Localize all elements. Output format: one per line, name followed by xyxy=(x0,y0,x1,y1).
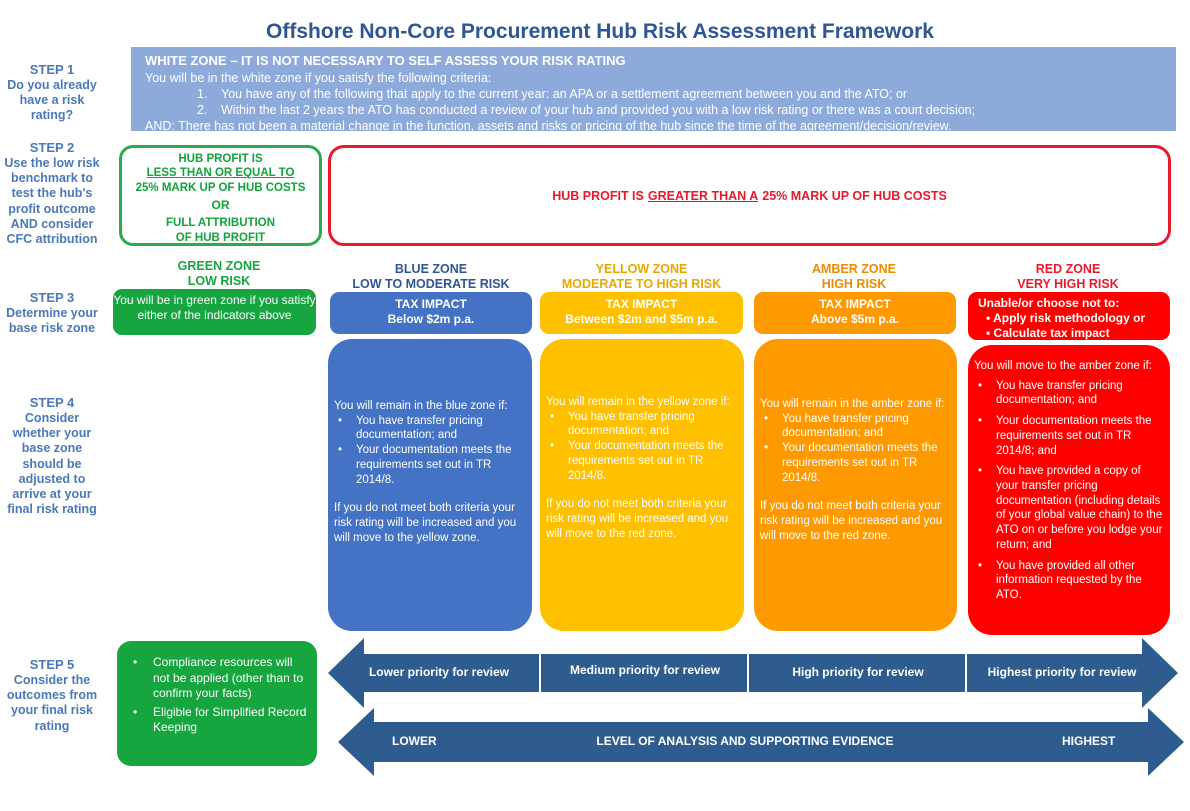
step-4-label xyxy=(0,395,104,518)
benchmark-line: OF HUB PROFIT xyxy=(175,231,266,244)
outcome-item: • Compliance resources will not be applied (other than to confirm your facts) xyxy=(129,655,309,702)
zone-heading-yellow xyxy=(540,262,743,292)
amber-tax-impact-pill xyxy=(754,292,956,334)
amber-zone-card xyxy=(754,339,957,631)
zone-name: BLUE ZONE xyxy=(394,262,468,276)
blue-zone-card xyxy=(328,339,532,631)
zone-heading-green xyxy=(119,259,319,289)
criterion-text: You have any of the following that apply to the current year: an APA or a settlement agreement between you and the ATO; or xyxy=(221,86,908,101)
step-number: STEP 1 xyxy=(29,62,75,77)
priority-label-lower: Lower priority for review xyxy=(368,665,510,679)
card-criterion: • You have transfer pricing documentation; and xyxy=(546,410,738,439)
criterion-number: 1. xyxy=(197,86,208,101)
card-outro: If you do not meet both criteria your risk rating will be increased and you will move to the red zone. xyxy=(760,500,943,542)
step-3-label xyxy=(0,290,104,336)
tax-impact-label: TAX IMPACT xyxy=(395,297,467,311)
priority-label-medium: Medium priority for review xyxy=(569,663,721,677)
zone-risk: MODERATE TO HIGH RISK xyxy=(561,277,722,291)
card-criterion: • You have transfer pricing documentation; and xyxy=(974,379,1164,408)
white-zone-and-text: AND: There has not been a material change in the function, assets and risks or pricing of the hub since the time of the agreement/decision/review. xyxy=(145,118,952,133)
analysis-label-middle: LEVEL OF ANALYSIS AND SUPPORTING EVIDENCE xyxy=(596,734,894,748)
tax-impact-value: Below $2m p.a. xyxy=(387,312,475,326)
white-zone-intro: You will be in the white zone if you satisfy the following criteria: xyxy=(145,70,492,85)
card-criterion: • Your documentation meets the requirements set out in TR 2014/8; and xyxy=(974,414,1164,458)
step-2-label xyxy=(0,140,104,247)
card-criterion: • Your documentation meets the requirements set out in TR 2014/8. xyxy=(334,443,526,487)
zone-risk: VERY HIGH RISK xyxy=(1017,277,1119,291)
step-text: Do you already have a risk rating? xyxy=(7,77,97,123)
white-zone-box xyxy=(131,47,1176,131)
zone-heading-blue xyxy=(330,262,532,292)
card-intro: You will remain in the yellow zone if: xyxy=(546,396,730,408)
red-benchmark-box xyxy=(328,145,1171,246)
benchmark-underlined: GREATER THAN A xyxy=(647,188,759,203)
zone-risk: LOW TO MODERATE RISK xyxy=(352,277,510,291)
white-zone-title: WHITE ZONE – IT IS NOT NECESSARY TO SELF ASSESS YOUR RISK RATING xyxy=(145,53,626,68)
step-number: STEP 4 xyxy=(29,395,75,410)
tax-impact-value: Above $5m p.a. xyxy=(810,312,900,326)
card-criterion: • You have transfer pricing documentation; and xyxy=(334,414,526,443)
step-number: STEP 2 xyxy=(29,140,75,155)
outcome-item: • Eligible for Simplified Record Keeping xyxy=(129,705,309,736)
benchmark-line: 25% MARK UP OF HUB COSTS xyxy=(135,181,306,194)
zone-name: GREEN ZONE xyxy=(177,259,261,273)
card-criterion: • You have provided all other information requested by the ATO. xyxy=(974,559,1164,603)
zone-name: YELLOW ZONE xyxy=(595,262,688,276)
benchmark-line: LESS THAN OR EQUAL TO xyxy=(146,167,295,180)
card-criterion: • Your documentation meets the requirements set out in TR 2014/8. xyxy=(760,441,951,485)
green-zone-pill: You will be in green zone if you satisfy either of the indicators above xyxy=(113,289,316,335)
tax-impact-label: TAX IMPACT xyxy=(819,297,891,311)
card-intro: You will remain in the amber zone if: xyxy=(760,398,945,410)
benchmark-text: HUB PROFIT IS xyxy=(552,188,644,203)
step-text: Determine your base risk zone xyxy=(6,305,98,336)
step-text: Consider whether your base zone should be adjusted to arrive at your final risk rating xyxy=(7,410,97,517)
benchmark-line: HUB PROFIT IS xyxy=(178,153,263,165)
yellow-tax-impact-pill xyxy=(540,292,743,334)
priority-label-high: High priority for review xyxy=(792,665,924,679)
zone-heading-amber xyxy=(754,262,954,292)
tax-impact-label: TAX IMPACT xyxy=(605,297,678,311)
benchmark-or: OR xyxy=(211,198,230,213)
criterion-number: 2. xyxy=(197,102,208,117)
blue-tax-impact-pill xyxy=(330,292,532,334)
red-zone-pill xyxy=(968,292,1170,340)
red-pill-item-text: Apply risk methodology or xyxy=(993,311,1146,325)
tax-impact-value: Between $2m and $5m p.a. xyxy=(565,312,718,326)
zone-name: AMBER ZONE xyxy=(811,262,897,276)
step-number: STEP 5 xyxy=(29,657,75,672)
red-pill-item-text: Calculate tax impact xyxy=(993,326,1110,340)
step-5-label xyxy=(0,657,104,734)
red-pill-item: • Calculate tax impact xyxy=(986,326,1110,340)
card-outro: If you do not meet both criteria your risk rating will be increased and you will move to the red zone. xyxy=(546,498,729,540)
analysis-label-lower: LOWER xyxy=(392,734,437,748)
red-pill-intro: Unable/or choose not to: xyxy=(978,296,1120,310)
card-intro: You will remain in the blue zone if: xyxy=(334,400,508,412)
card-criterion: • Your documentation meets the requirements set out in TR 2014/8. xyxy=(546,439,738,483)
zone-risk: HIGH RISK xyxy=(821,277,887,291)
white-zone-criterion xyxy=(145,86,1162,102)
step-1-label xyxy=(0,62,104,124)
step-text: Use the low risk benchmark to test the hub's profit outcome AND consider CFC attribution xyxy=(4,155,100,247)
zone-name: RED ZONE xyxy=(1035,262,1101,276)
benchmark-line: FULL ATTRIBUTION xyxy=(165,217,276,230)
analysis-label-highest: HIGHEST xyxy=(1062,734,1116,748)
red-pill-item: • Apply risk methodology or xyxy=(986,311,1146,325)
step-number: STEP 3 xyxy=(29,290,75,305)
card-outro: If you do not meet both criteria your risk rating will be increased and you will move to the yellow zone. xyxy=(334,502,517,544)
yellow-zone-card xyxy=(540,339,744,631)
green-outcome-box xyxy=(117,641,317,766)
card-intro: You will move to the amber zone if: xyxy=(974,360,1152,372)
benchmark-text: 25% MARK UP OF HUB COSTS xyxy=(762,188,947,203)
green-benchmark-box xyxy=(119,145,322,246)
priority-label-highest: Highest priority for review xyxy=(987,665,1137,679)
card-criterion: • You have transfer pricing documentation; and xyxy=(760,412,951,441)
white-zone-criterion xyxy=(145,102,1162,118)
step-text: Consider the outcomes from your final risk rating xyxy=(6,672,98,733)
zone-risk: LOW RISK xyxy=(187,274,251,288)
page-title: Offshore Non-Core Procurement Hub Risk Assessment Framework xyxy=(266,20,934,43)
red-zone-card xyxy=(968,345,1170,635)
zone-heading-red xyxy=(968,262,1168,292)
card-criterion: • You have provided a copy of your transfer pricing documentation (including details of your global value chain) to the ATO on or before you lodge your return; and xyxy=(974,464,1164,552)
criterion-text: Within the last 2 years the ATO has conducted a review of your hub and provided you with a low risk rating or there was a court decision; xyxy=(221,102,976,117)
